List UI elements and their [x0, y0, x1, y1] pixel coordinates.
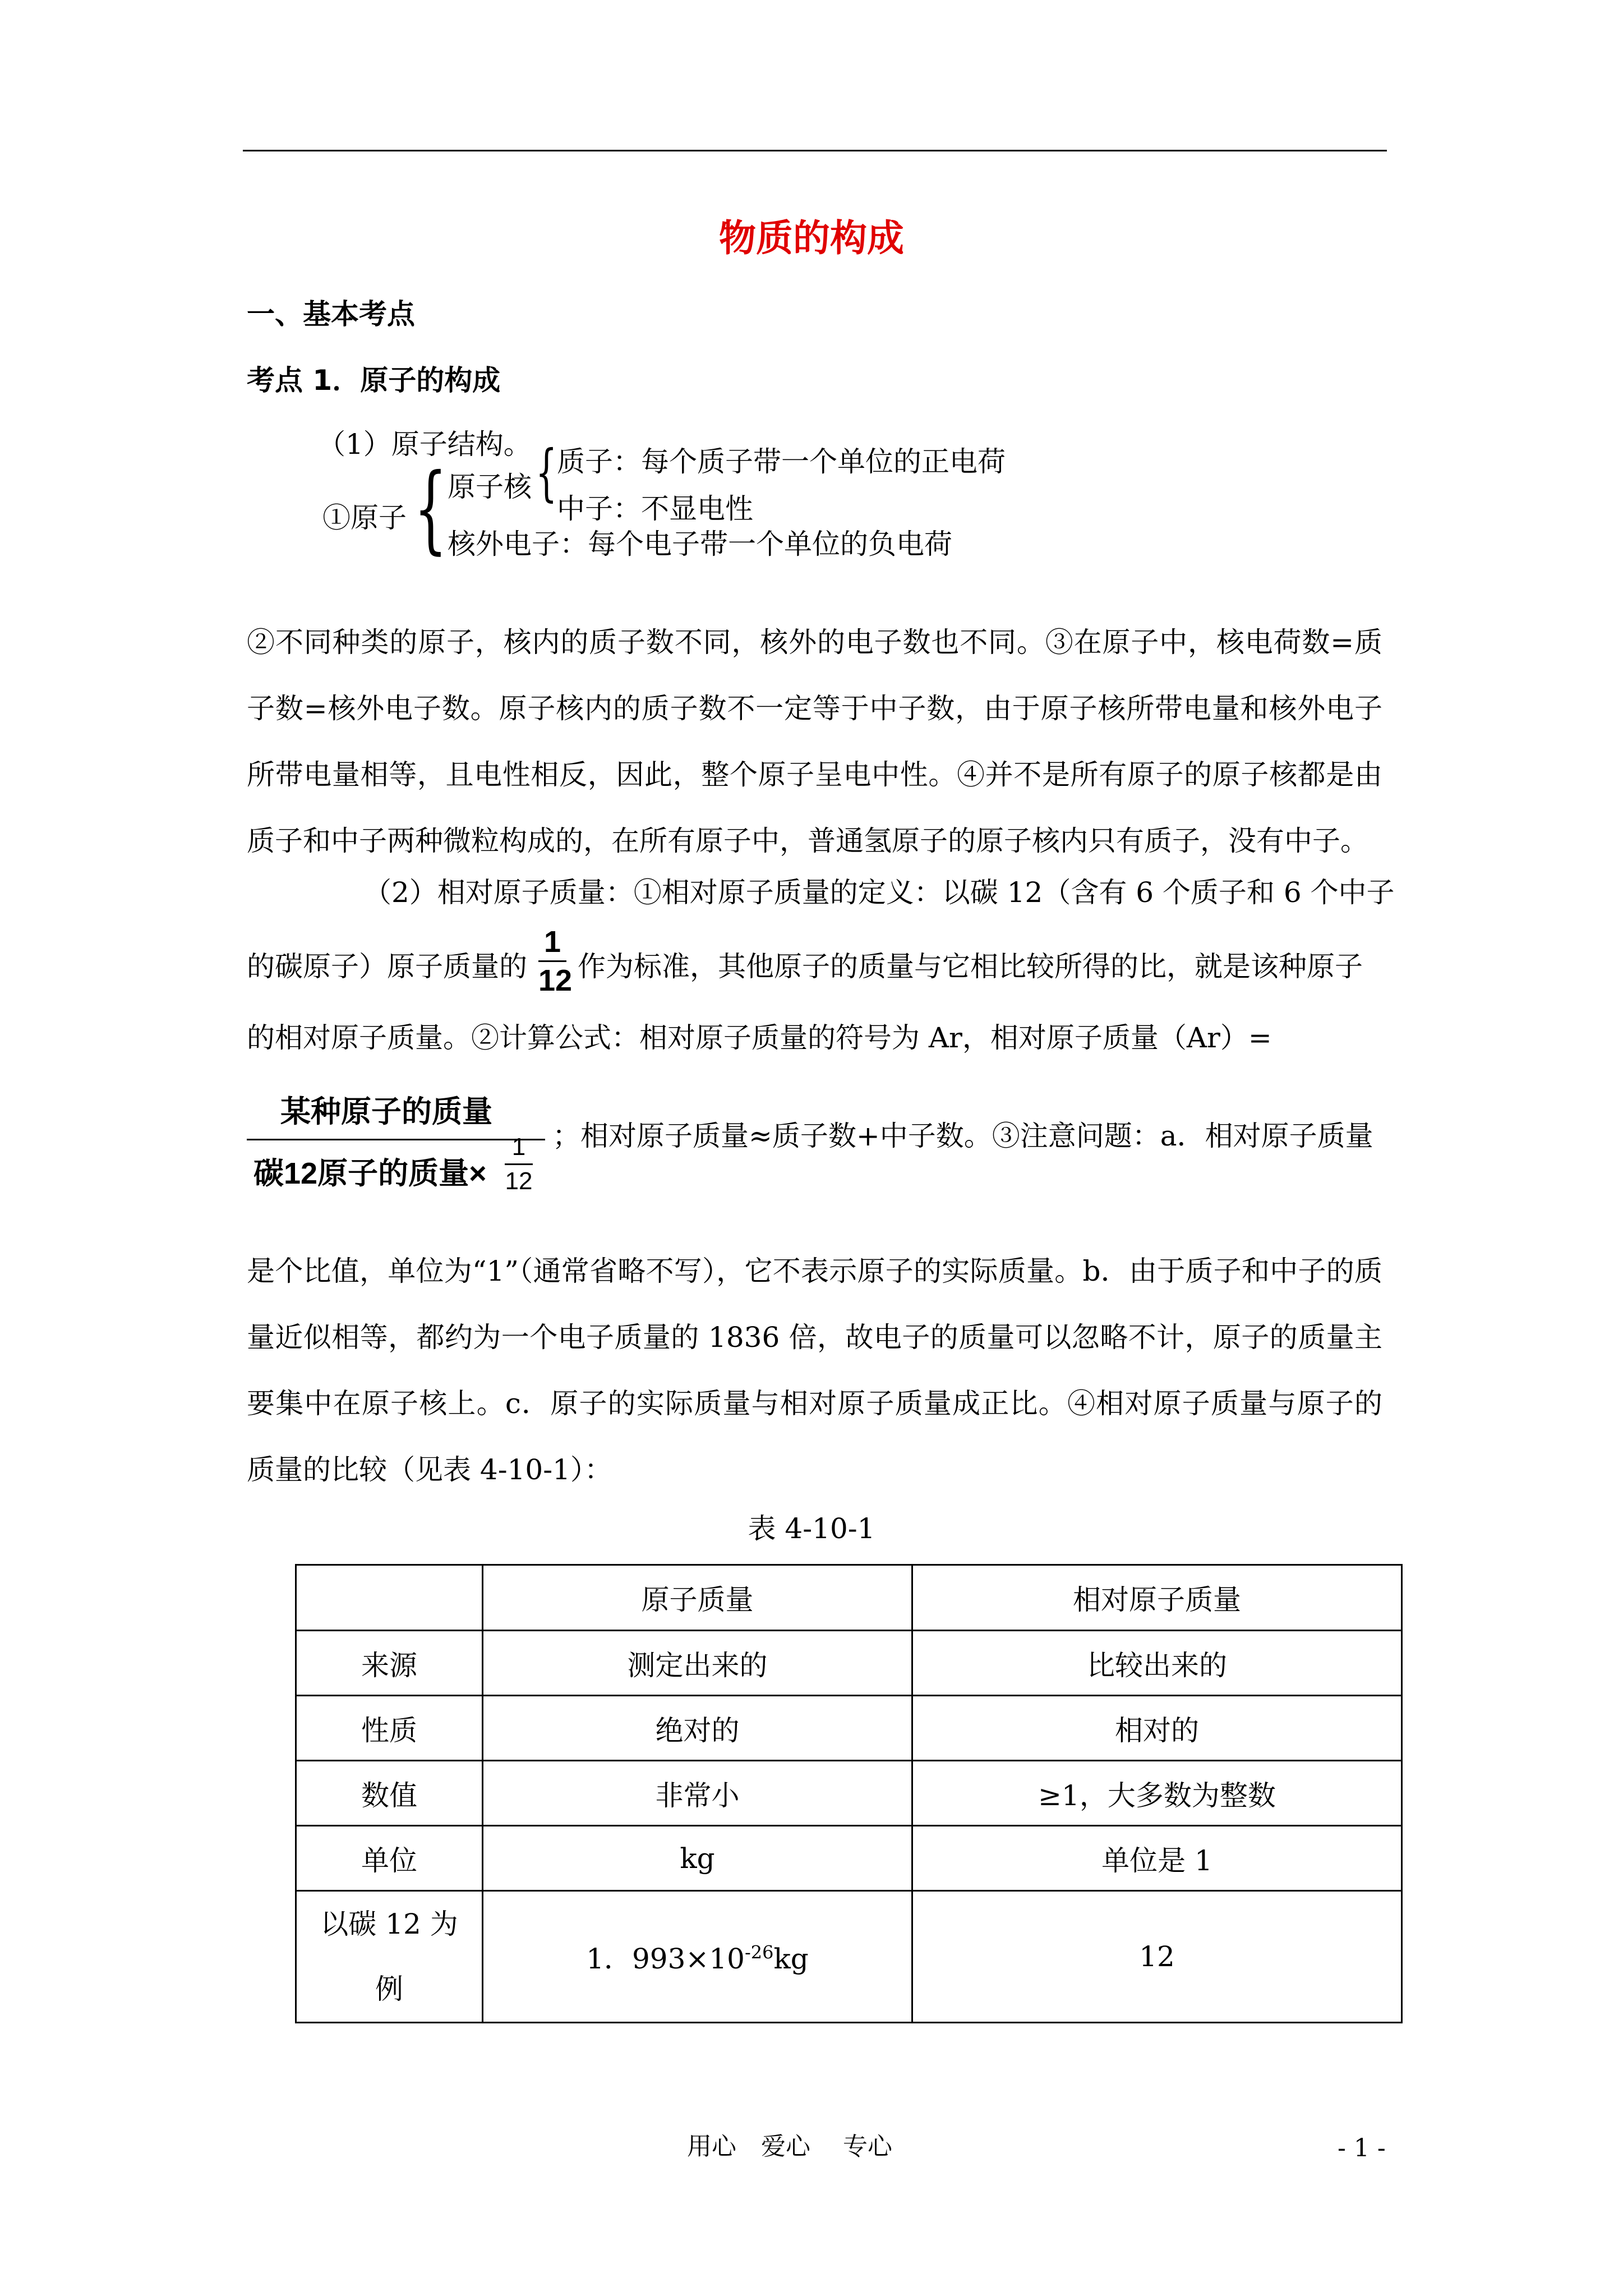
fraction-denominator: 12 — [538, 964, 573, 997]
neutron-line: 中子：不显电性 — [557, 493, 753, 525]
table-row — [296, 1826, 1402, 1891]
table-cell: 绝对的 — [483, 1696, 912, 1761]
mass-base: 1．993×10 — [586, 1943, 745, 1975]
table-cell-example — [296, 1891, 483, 2023]
comparison-table — [295, 1564, 1403, 2023]
table-cell: 比较出来的 — [912, 1631, 1402, 1696]
table-cell: 测定出来的 — [483, 1631, 912, 1696]
nucleus-label: 原子核 — [448, 471, 532, 503]
table-cell: 非常小 — [483, 1761, 912, 1826]
atom-brace-icon: { — [414, 453, 448, 564]
section-heading: 一、基本考点 — [247, 298, 415, 330]
example-label-line2: 例 — [375, 1973, 403, 2005]
electron-line: 核外电子：每个电子带一个单位的负电荷 — [448, 528, 952, 560]
kaodian-heading: 考点 1．原子的构成 — [247, 364, 501, 397]
example-label-line1: 以碳 12 为 — [320, 1908, 458, 1940]
table-header-relative-mass: 相对原子质量 — [912, 1565, 1402, 1631]
table-header-empty — [296, 1565, 483, 1631]
rel-line2-a: 的碳原子）原子质量的 — [247, 950, 527, 983]
fraction-one-twelfth — [538, 924, 573, 998]
paragraph-2: ②不同种类的原子，核内的质子数不同，核外的电子数也不同。③在原子中，核电荷数=质子数=核外电子数。原子核内的质子数不一定等于中子数，由于原子核所带电量和核外电子所带电量相等，且电性相反，因此，整个原子呈电中性。④并不是所有原子的原子核都是由质子和中子两种微粒构成的，在所有原子中，普通氢原子的原子核内只有质子，没有中子。 — [247, 626, 1382, 857]
formula-numerator: 某种原子的质量 — [280, 1095, 492, 1129]
table-cell: 性质 — [296, 1696, 483, 1761]
table-row — [296, 1891, 1402, 2023]
table-cell: ≥1，大多数为整数 — [912, 1761, 1402, 1826]
table-cell: 单位是 1 — [912, 1826, 1402, 1891]
table-cell: 12 — [912, 1891, 1402, 2023]
formula-denominator: 碳12原子的质量× — [253, 1157, 487, 1190]
formula-bar — [247, 1139, 545, 1140]
table-cell: 相对的 — [912, 1696, 1402, 1761]
rel-line2-b: 作为标准，其他原子的质量与它相比较所得的比，就是该种原子 — [578, 950, 1363, 983]
mass-unit: kg — [773, 1943, 809, 1975]
header-rule — [243, 150, 1387, 151]
rel-line3: 的相对原子质量。②计算公式：相对原子质量的符号为 Ar，相对原子质量（Ar）= — [247, 1022, 1272, 1054]
table-row — [296, 1696, 1402, 1761]
page-number: - 1 - — [1338, 2134, 1386, 2162]
table-cell: 单位 — [296, 1826, 483, 1891]
table-caption: 表 4-10-1 — [748, 1512, 875, 1545]
paragraph-rel-rest: 是个比值，单位为“1”（通常省略不写），它不表示原子的实际质量。b．由于质子和中子的质量近似相等，都约为一个电子质量的 1836 倍，故电子的质量可以忽略不计，原子的质量主要集中在原子核上。c．原子的实际质量与相对原子质量成正比。④相对原子质量与原子的质量的比较（见表 4-10-1）： — [247, 1255, 1382, 1486]
structure-intro: （1）原子结构。 — [317, 428, 532, 461]
table-cell: 来源 — [296, 1631, 483, 1696]
small-fraction-denominator: 12 — [505, 1167, 533, 1195]
table-header-row — [296, 1565, 1402, 1631]
rel-line1: （2）相对原子质量：①相对原子质量的定义：以碳 12（含有 6 个质子和 6 个中子 — [363, 876, 1395, 909]
proton-line: 质子：每个质子带一个单位的正电荷 — [557, 445, 1006, 478]
small-fraction-numerator: 1 — [511, 1133, 526, 1161]
table-row — [296, 1761, 1402, 1826]
mass-exponent: -26 — [744, 1941, 774, 1963]
table-cell: 数值 — [296, 1761, 483, 1826]
formula-small-fraction — [505, 1132, 533, 1197]
page-title: 物质的构成 — [719, 217, 904, 260]
table-cell-carbon-mass — [483, 1891, 912, 2023]
rel-line4: ；相对原子质量≈质子数+中子数。③注意问题：a．相对原子质量 — [552, 1120, 1373, 1152]
nucleus-brace-icon: { — [536, 436, 557, 508]
table-row — [296, 1631, 1402, 1696]
table-cell: kg — [483, 1826, 912, 1891]
footer-text: 用心 爱心 专心 — [687, 2132, 892, 2161]
fraction-bar — [538, 960, 566, 962]
table-header-atomic-mass: 原子质量 — [483, 1565, 912, 1631]
small-fraction-bar — [505, 1163, 533, 1165]
fraction-numerator: 1 — [543, 925, 561, 959]
atom-label: ①原子 — [322, 501, 407, 534]
